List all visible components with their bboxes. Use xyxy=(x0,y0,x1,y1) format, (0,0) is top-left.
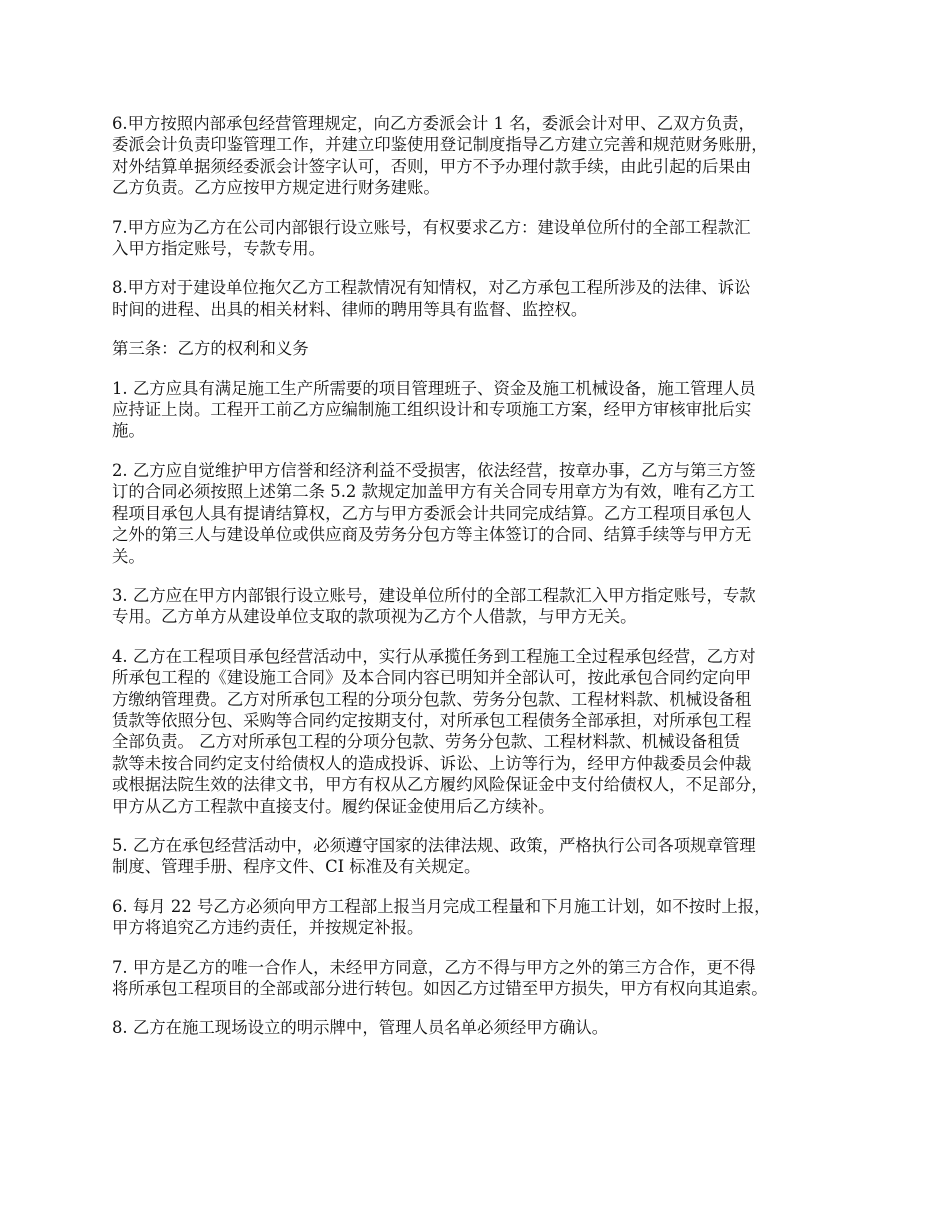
paragraph-3-4-contract-management: 4. 乙方在工程项目承包经营活动中，实行从承揽任务到工程施工全过程承包经营，乙方对 所承包工程的《建设施工合同》及本合同内容已明知并全部认可，按此承包合同约定向甲 方缴纳管理费。乙方对所承包工程的分项分包款、劳务分包款、工程材料款、机械设备租 赁款等依照分包、采购等合同约定按期支付，对所承包工程债务全部承担，对所承包工程 全部负责。 乙方对所承包工程的分项分包款、劳务分包款、工程材料款、机械设备租赁 款等未按合同约定支付给债权人的造成投诉、诉讼、上访等行为，经甲方仲裁委员会仲裁 或根据法院生效的法律文书，甲方有权从乙方履约风险保证金中支付给债权人，不足部分， 甲方从乙方工程款中直接支付。履约保证金使用后乙方续补。 xyxy=(112,646,768,816)
paragraph-3-8-site-sign: 8. 乙方在施工现场设立的明示牌中，管理人员名单必须经甲方确认。 xyxy=(112,1018,609,1038)
document-body xyxy=(112,113,854,1057)
paragraph-3-2-contracts: 2. 乙方应自觉维护甲方信誉和经济利益不受损害，依法经营，按章办事，乙方与第三方签 订的合同必须按照上述第二条 5.2 款规定加盖甲方有关合同专用章方为有效，唯有乙方工 程项目承包人具有提请结算权，乙方与甲方委派会计共同完成结算。乙方工程项目承包人 之外的第三人与建设单位或供应商及劳务分包方等主体签订的合同、结算手续等与甲方无 关。 xyxy=(112,460,756,566)
paragraph-8-right-to-know: 8.甲方对于建设单位拖欠乙方工程款情况有知情权，对乙方承包工程所涉及的法律、诉讼 时间的进程、出具的相关材料、律师的聘用等具有监督、监控权。 xyxy=(112,278,751,319)
section-heading-article-3: 第三条：乙方的权利和义务 xyxy=(112,339,309,359)
paragraph-3-6-monthly-report: 6. 每月 22 号乙方必须向甲方工程部上报当月完成工程量和下月施工计划，如不按时上报， 甲方将追究乙方违约责任，并按规定补报。 xyxy=(112,896,771,938)
paragraph-3-7-exclusive-partner: 7. 甲方是乙方的唯一合作人，未经甲方同意，乙方不得与甲方之外的第三方合作，更不得 将所承包工程项目的全部或部分进行转包。如因乙方过错至甲方损失，甲方有权向其追索。 xyxy=(112,957,768,998)
paragraph-3-1-management-team: 1. 乙方应具有满足施工生产所需要的项目管理班子、资金及施工机械设备，施工管理人员 应持证上岗。工程开工前乙方应编制施工组织设计和专项施工方案，经甲方审核审批后实 施。 xyxy=(112,378,756,441)
paragraph-3-5-compliance: 5. 乙方在承包经营活动中，必须遵守国家的法律法规、政策，严格执行公司各项规章管理 制度、管理手册、程序文件、CI 标准及有关规定。 xyxy=(112,835,756,877)
paragraph-7-bank-account: 7.甲方应为乙方在公司内部银行设立账号，有权要求乙方：建设单位所付的全部工程款汇 入甲方指定账号，专款专用。 xyxy=(112,217,751,259)
paragraph-6-accountant: 6.甲方按照内部承包经营管理规定，向乙方委派会计 1 名，委派会计对甲、乙双方负责， 委派会计负责印鉴管理工作，并建立印鉴使用登记制度指导乙方建立完善和规范财务账册， 对外结算单据须经委派会计签字认可，否则，甲方不予办理付款手续，由此引起的后果由 乙方负责。乙方应按甲方规定进行财务建账。 xyxy=(112,114,768,198)
paragraph-3-3-bank-account: 3. 乙方应在甲方内部银行设立账号，建设单位所付的全部工程款汇入甲方指定账号，专款 专用。乙方单方从建设单位支取的款项视为乙方个人借款，与甲方无关。 xyxy=(112,585,756,627)
